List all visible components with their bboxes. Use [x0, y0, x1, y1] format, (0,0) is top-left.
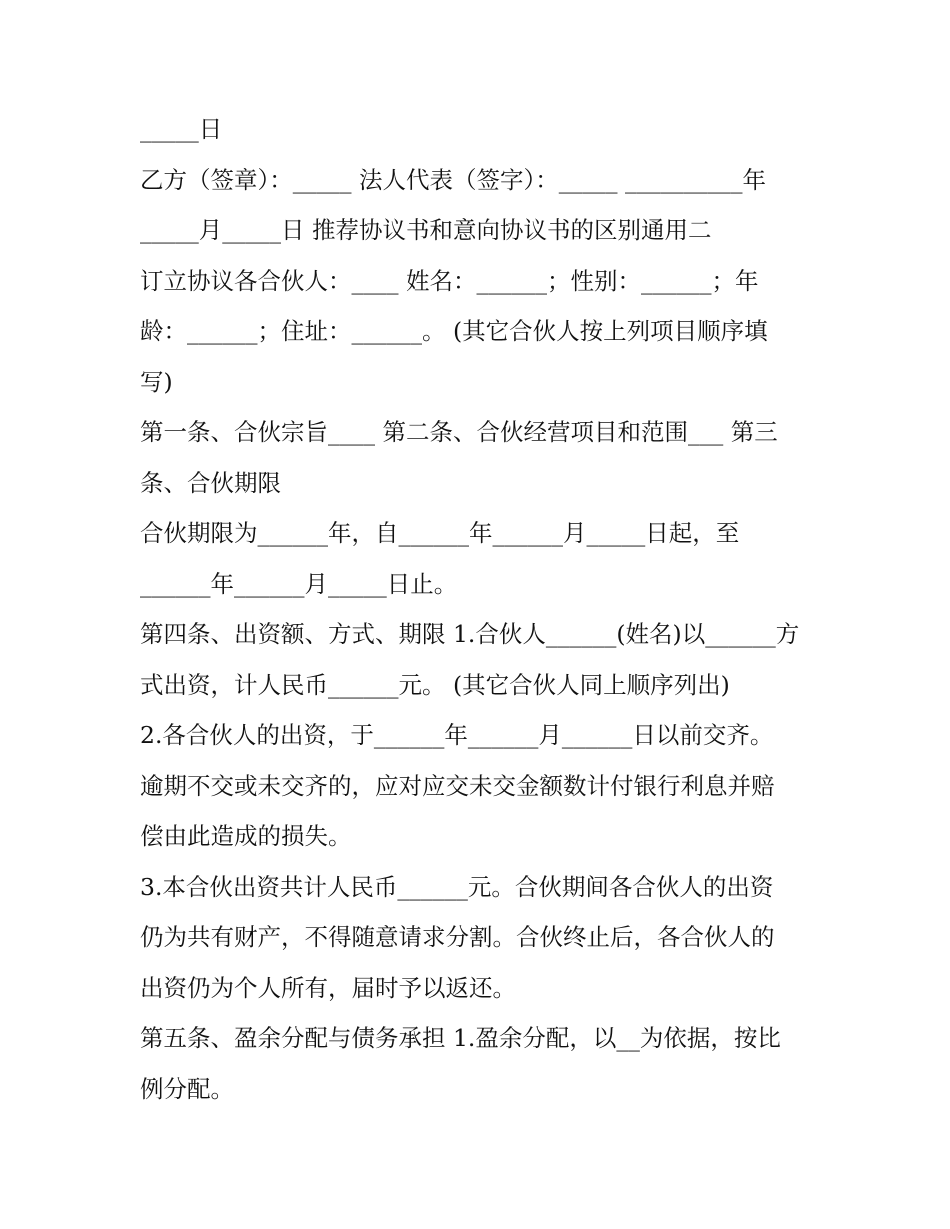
- text-line: 3.本合伙出资共计人民币______元。合伙期间各合伙人的出资: [140, 872, 774, 901]
- text-line: 仍为共有财产，不得随意请求分割。合伙终止后，各合伙人的: [140, 923, 775, 951]
- text-line: 写): [140, 367, 173, 396]
- text-line: 第五条、盈余分配与债务承担 1.盈余分配，以__为依据，按比: [140, 1024, 781, 1052]
- text-line: ______年______月_____日止。: [140, 569, 458, 598]
- text-line: 第一条、合伙宗旨____ 第二条、合伙经营项目和范围___ 第三: [140, 418, 778, 446]
- text-line: 乙方（签章）：_____ 法人代表（签字）：_____ __________年: [140, 165, 766, 194]
- text-line: 第四条、出资额、方式、期限 1.合伙人______(姓名)以______方: [140, 620, 800, 648]
- text-line: 2.各合伙人的出资，于______年______月______日以前交齐。: [140, 721, 774, 749]
- text-line: 逾期不交或未交齐的，应对应交未交金额数计付银行利息并赔: [140, 771, 775, 800]
- text-line: 合伙期限为______年，自______年______月_____日起，至: [140, 519, 740, 547]
- text-line: 龄：______；住址：______。 (其它合伙人按上列项目顺序填: [140, 317, 768, 345]
- text-line: _____日: [140, 115, 223, 143]
- text-line: 例分配。: [140, 1074, 234, 1103]
- document-body: [140, 104, 820, 1114]
- text-line: _____月_____日 推荐协议书和意向协议书的区别通用二: [140, 216, 712, 244]
- text-line: 偿由此造成的损失。: [140, 822, 352, 850]
- text-line: 式出资，计人民币______元。 (其它合伙人同上顺序列出): [140, 670, 730, 699]
- text-line: 条、合伙期限: [140, 468, 281, 497]
- text-line: 出资仍为个人所有，届时予以返还。: [140, 973, 516, 1002]
- text-line: 订立协议各合伙人：____ 姓名：______；性别：______；年: [140, 266, 759, 295]
